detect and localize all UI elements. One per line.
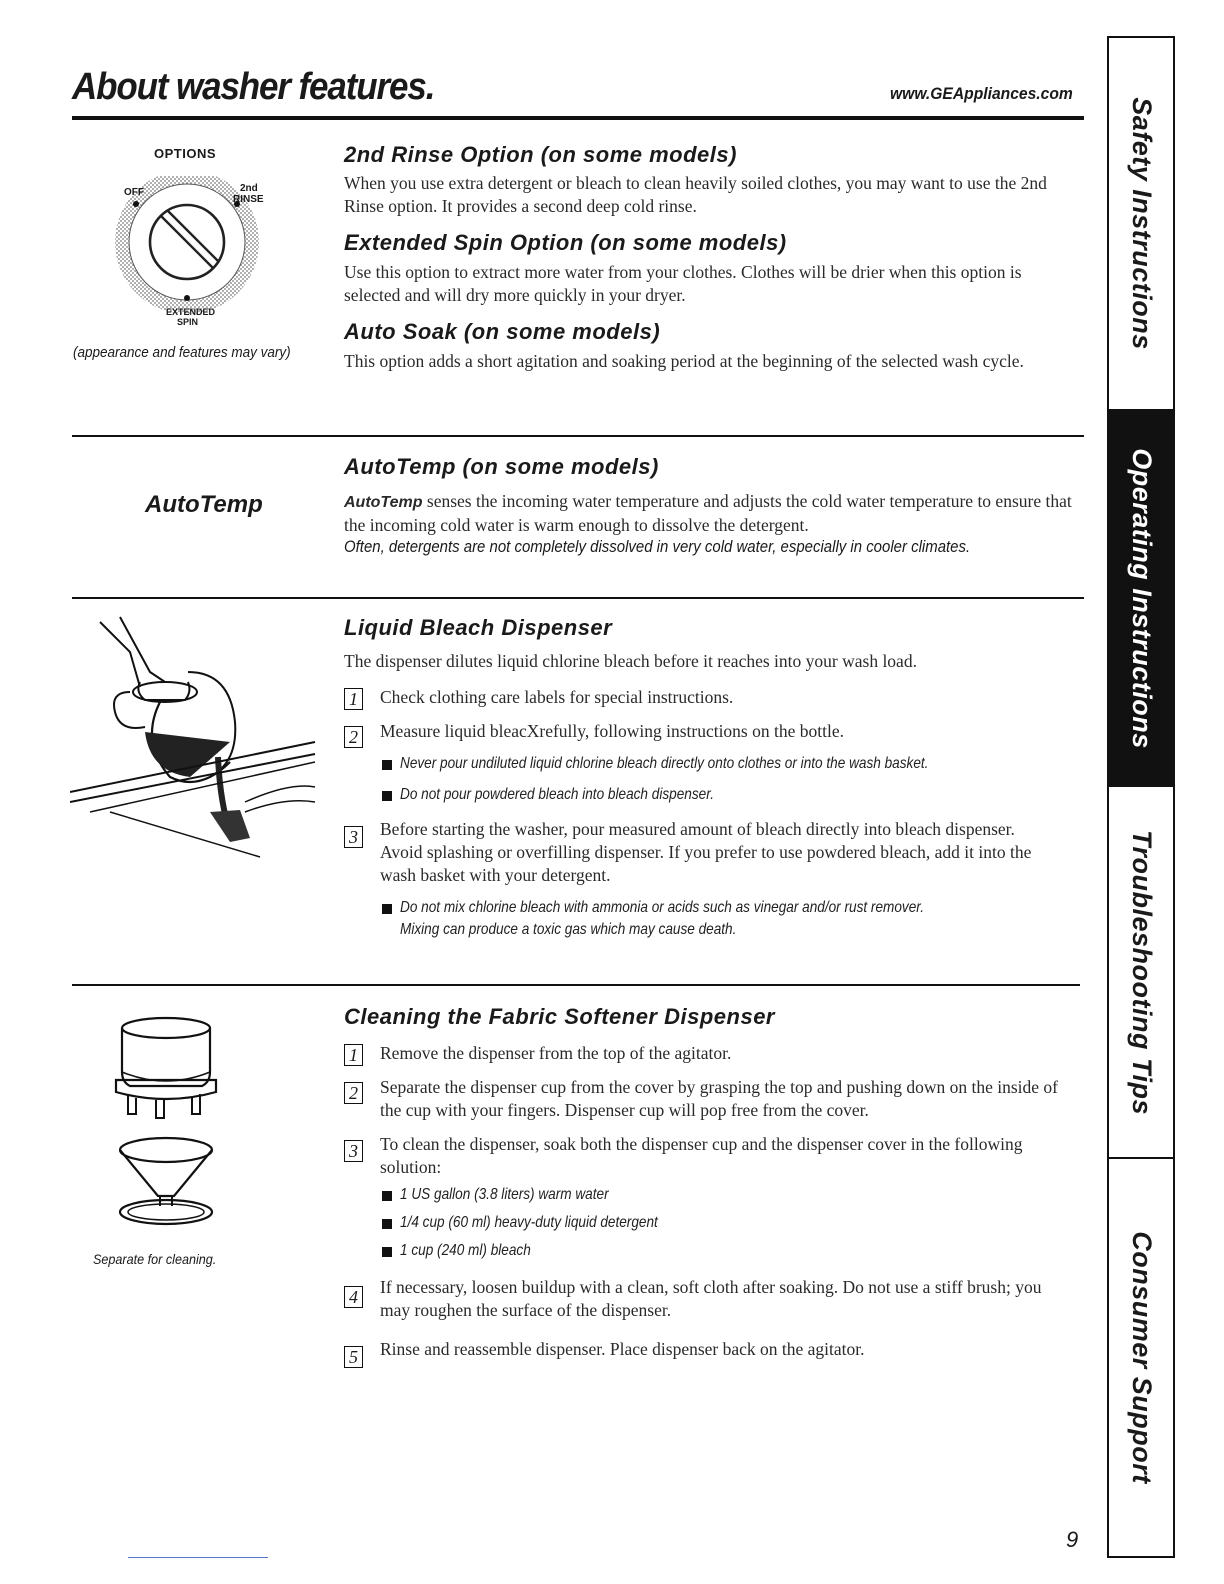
page-number: 9 xyxy=(1066,1527,1079,1552)
autotemp-body-text: senses the incoming water temperature and adjusts the cold water temperature to ensure that the incoming cold water is warm enough to dissolve the detergent. xyxy=(344,491,1072,535)
softener-step-5-text: Rinse and reassemble dispenser. Place dispenser back on the agitator. xyxy=(380,1339,865,1359)
softener-bullet-2: 1/4 cup (60 ml) heavy-duty liquid detergent xyxy=(400,1214,658,1231)
bottom-link-underline xyxy=(128,1557,268,1558)
autotemp-note: Often, detergents are not completely dissolved in very cold water, especially in cooler climates. xyxy=(344,537,971,556)
bleach-heading: Liquid Bleach Dispenser xyxy=(344,615,613,640)
softener-step-2-text: Separate the dispenser cup from the cover by grasping the top and pushing down on the inside of the cup with your fingers. Dispenser cup will pop free from the cover. xyxy=(380,1077,1058,1120)
spin-heading: Extended Spin Option (on some models) xyxy=(344,230,787,255)
tab-troubleshooting-tips[interactable] xyxy=(1109,787,1173,1157)
softener-bullet-1: 1 US gallon (3.8 liters) warm water xyxy=(400,1186,609,1203)
tab-troubleshooting-label: Troubleshooting Tips xyxy=(1126,829,1157,1115)
softener-bullet-3: 1 cup (240 ml) bleach xyxy=(400,1242,531,1259)
softener-step-5-number: 5 xyxy=(344,1346,363,1368)
section-rule-1 xyxy=(72,435,1084,437)
rinse-body: When you use extra detergent or bleach to clean heavily soiled clothes, you may want to use the 2nd Rinse option. It provides a second deep cold rinse. xyxy=(344,173,1047,216)
dial-extended-label: EXTENDED xyxy=(166,307,216,317)
bleach-warning-marker xyxy=(382,904,392,914)
dial-caption: (appearance and features may vary) xyxy=(73,344,291,361)
bleach-warning-1: Do not mix chlorine bleach with ammonia or acids such as vinegar and/or rust remover. xyxy=(400,899,925,916)
autotemp-lead: AutoTemp xyxy=(344,494,423,511)
dial-spin-label: SPIN xyxy=(177,317,199,327)
website-url[interactable]: www.GEAppliances.com xyxy=(890,84,1073,103)
softener-step-4-text: If necessary, loosen buildup with a clean, soft cloth after soaking. Do not use a stiff brush; you may roughen the surface of the dispenser. xyxy=(380,1277,1042,1320)
dial-off-label: OFF xyxy=(124,187,144,198)
options-label: OPTIONS xyxy=(154,146,217,161)
bleach-pouring-illustration xyxy=(70,612,320,862)
softener-step-3-text: To clean the dispenser, soak both the dispenser cup and the dispenser cover in the following solution: xyxy=(380,1134,1023,1177)
softener-step-4-number: 4 xyxy=(344,1286,363,1308)
softener-step-3-number: 3 xyxy=(344,1140,363,1162)
rinse-heading: 2nd Rinse Option (on some models) xyxy=(344,142,737,167)
autotemp-body xyxy=(344,490,1079,537)
bleach-bullet-1: Never pour undiluted liquid chlorine bleach directly onto clothes or into the wash basket. xyxy=(400,755,929,772)
bleach-warning-2: Mixing can produce a toxic gas which may cause death. xyxy=(400,921,737,938)
bleach-intro: The dispenser dilutes liquid chlorine bleach before it reaches into your wash load. xyxy=(344,651,917,671)
autotemp-side-label: AutoTemp xyxy=(145,491,263,518)
dial-rinse-label: RINSE xyxy=(233,194,264,205)
tab-operating-instructions[interactable] xyxy=(1109,411,1173,785)
softener-bullet-2-marker xyxy=(382,1219,392,1229)
spin-body: Use this option to extract more water from your clothes. Clothes will be drier when this option is selected and will dry more quickly in your dryer. xyxy=(344,262,1022,305)
softener-caption: Separate for cleaning. xyxy=(93,1251,217,1267)
softener-bullet-3-marker xyxy=(382,1247,392,1257)
softener-heading: Cleaning the Fabric Softener Dispenser xyxy=(344,1004,775,1029)
softener-step-1-text: Remove the dispenser from the top of the agitator. xyxy=(380,1043,732,1063)
bleach-bullet-1-marker xyxy=(382,760,392,770)
soak-body: This option adds a short agitation and soaking period at the beginning of the selected wash cycle. xyxy=(344,351,1024,371)
bleach-bullet-2-marker xyxy=(382,791,392,801)
section-rule-3 xyxy=(72,984,1080,986)
soak-heading: Auto Soak (on some models) xyxy=(344,319,661,344)
tab-safety-label: Safety Instructions xyxy=(1126,97,1157,350)
autotemp-heading: AutoTemp (on some models) xyxy=(344,454,659,479)
bleach-step-2-text: Measure liquid bleacXrefully, following instructions on the bottle. xyxy=(380,721,844,741)
tab-consumer-label: Consumer Support xyxy=(1126,1231,1157,1484)
tab-consumer-support[interactable] xyxy=(1109,1159,1173,1556)
dial-2nd-label: 2nd xyxy=(240,183,258,194)
softener-step-2-number: 2 xyxy=(344,1082,363,1104)
header-rule xyxy=(72,116,1084,120)
section-rule-2 xyxy=(72,597,1084,599)
page-title: About washer features. xyxy=(72,66,435,108)
bleach-step-1-text: Check clothing care labels for special instructions. xyxy=(380,687,734,707)
bleach-bullet-2: Do not pour powdered bleach into bleach dispenser. xyxy=(400,786,715,803)
bleach-step-3-number: 3 xyxy=(344,826,363,848)
softener-dispenser-illustration xyxy=(100,1010,240,1235)
tab-safety-instructions[interactable] xyxy=(1109,38,1173,409)
softener-step-1-number: 1 xyxy=(344,1044,363,1066)
bleach-step-1-number: 1 xyxy=(344,688,363,710)
bleach-step-3-text: Before starting the washer, pour measured amount of bleach directly into bleach dispenser. Avoid splashing or overfilling dispenser. If you prefer to use powdered bleach, add it into the wash basket with your detergent. xyxy=(380,819,1032,885)
bleach-step-2-number: 2 xyxy=(344,726,363,748)
tab-operating-label: Operating Instructions xyxy=(1126,447,1157,749)
softener-bullet-1-marker xyxy=(382,1191,392,1201)
